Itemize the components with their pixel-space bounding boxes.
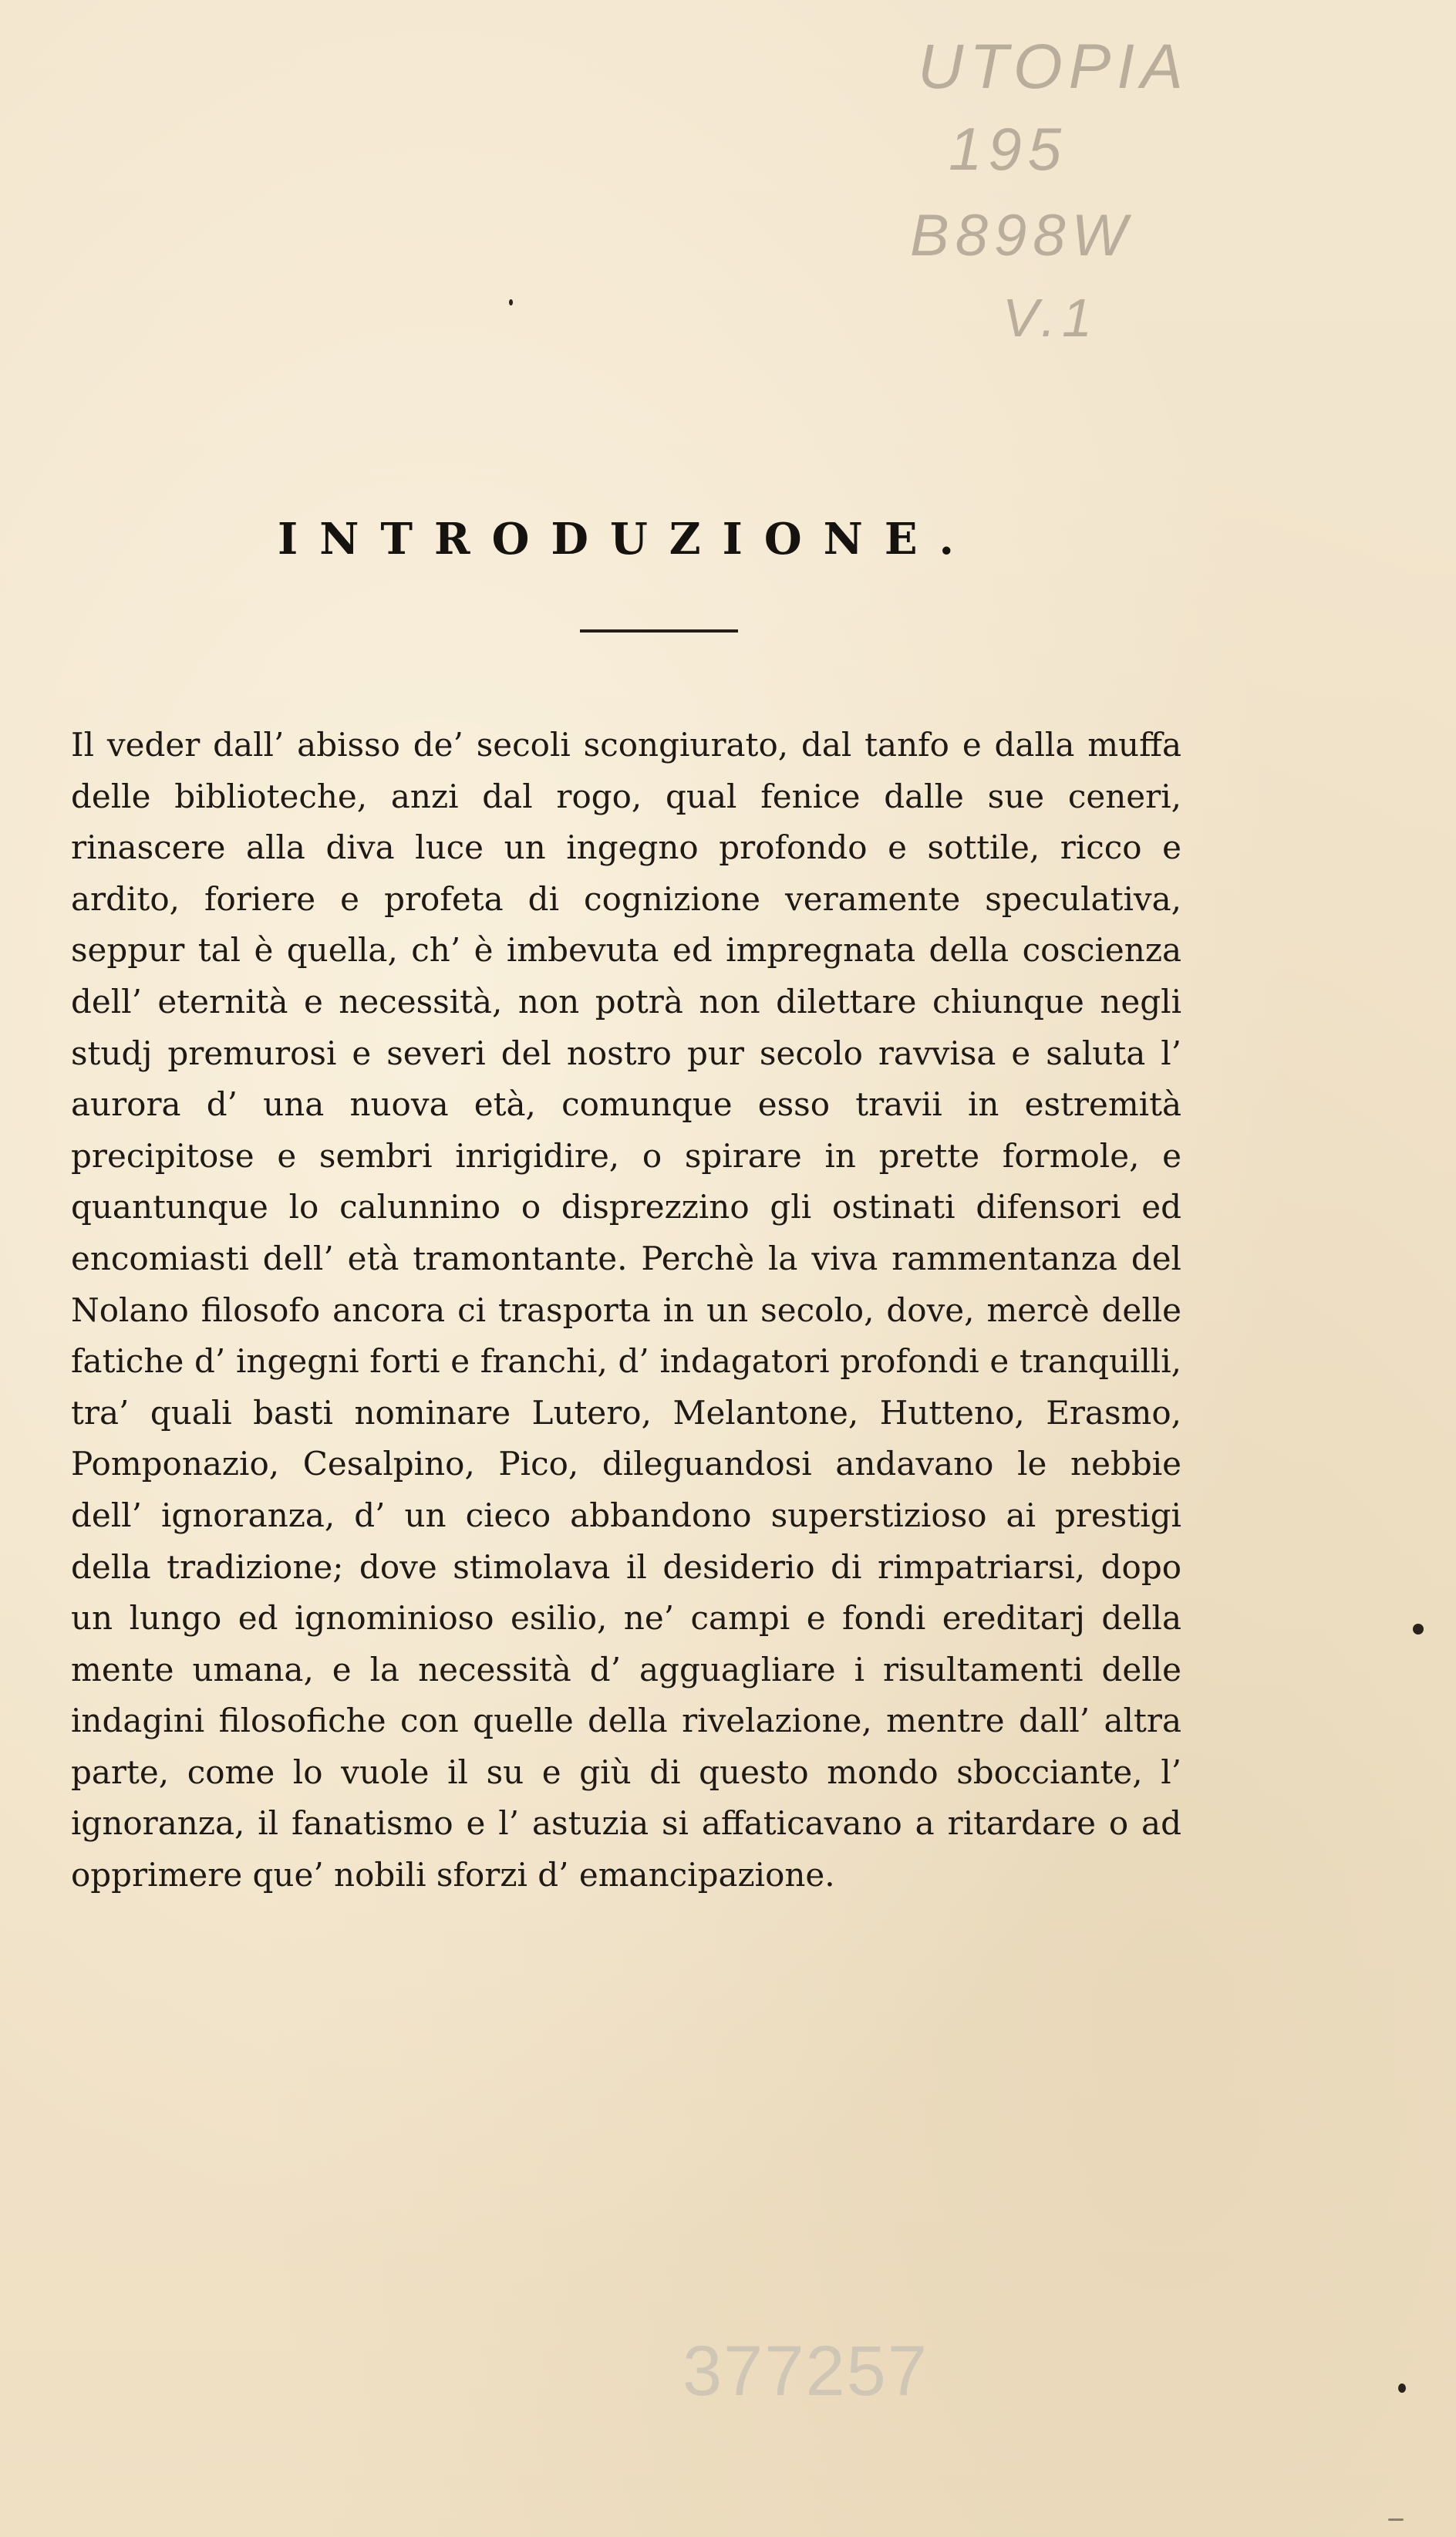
ink-spot bbox=[509, 299, 513, 305]
ink-spot bbox=[1398, 2383, 1406, 2393]
shelfmark-line-2: 195 bbox=[949, 115, 1068, 183]
shelfmark-line-4: V.1 bbox=[1003, 288, 1098, 348]
title-rule bbox=[580, 629, 738, 633]
ink-mark bbox=[1388, 2518, 1404, 2521]
shelfmark-line-3: B898W bbox=[910, 203, 1134, 268]
ink-spot bbox=[1413, 1624, 1424, 1635]
catalog-number: 377257 bbox=[682, 2332, 929, 2410]
chapter-title: INTRODUZIONE. bbox=[278, 513, 976, 565]
shelfmark-line-1: UTOPIA bbox=[918, 32, 1189, 102]
introduction-paragraph: Il veder dall’ abisso de’ secoli scongiurato, dal tanfo e dalla muffa delle biblioteche, anzi dal rogo, qual fenice dalle sue ceneri, rinascere alla diva luce un ingegno profondo e sottile, ricco e ardito, foriere e profeta di cognizione veramente speculativa, seppur tal è quella, ch’ è imbevuta ed impregnata della coscienza dell’ eternità e necessità, non potrà non dilettare chiunque negli studj premurosi e severi del nostro pur secolo ravvisa e saluta l’ aurora d’ una nuova età, comunque esso travii in estremità precipitose e sembri inrigidire, o spirare in prette formole, e quantunque lo calunnino o disprezzino gli ostinati difensori ed encomiasti dell’ età tramontante. Perchè la viva rammentanza del Nolano filosofo ancora ci trasporta in un secolo, dove, mercè delle fatiche d’ ingegni forti e franchi, d’ indagatori profondi e tranquilli, tra’ quali basti nominare Lutero, Melantone, Hutteno, Erasmo, Pomponazio, Cesalpino, Pico, dileguandosi andavano le nebbie dell’ ignoranza, d’ un cieco abbandono superstizioso ai prestigi della tradizione; dove stimolava il desiderio di rimpatriarsi, dopo un lungo ed ignominioso esilio, ne’ campi e fondi ereditarj della mente umana, e la necessità d’ agguagliare i risultamenti delle indagini filosofiche con quelle della rivelazione, mentre dall’ altra parte, come lo vuole il su e giù di questo mondo sbocciante, l’ ignoranza, il fanatismo e l’ astuzia si affaticavano a ritardare o ad opprimere que’ nobili sforzi d’ emancipazione. bbox=[71, 726, 1181, 1894]
